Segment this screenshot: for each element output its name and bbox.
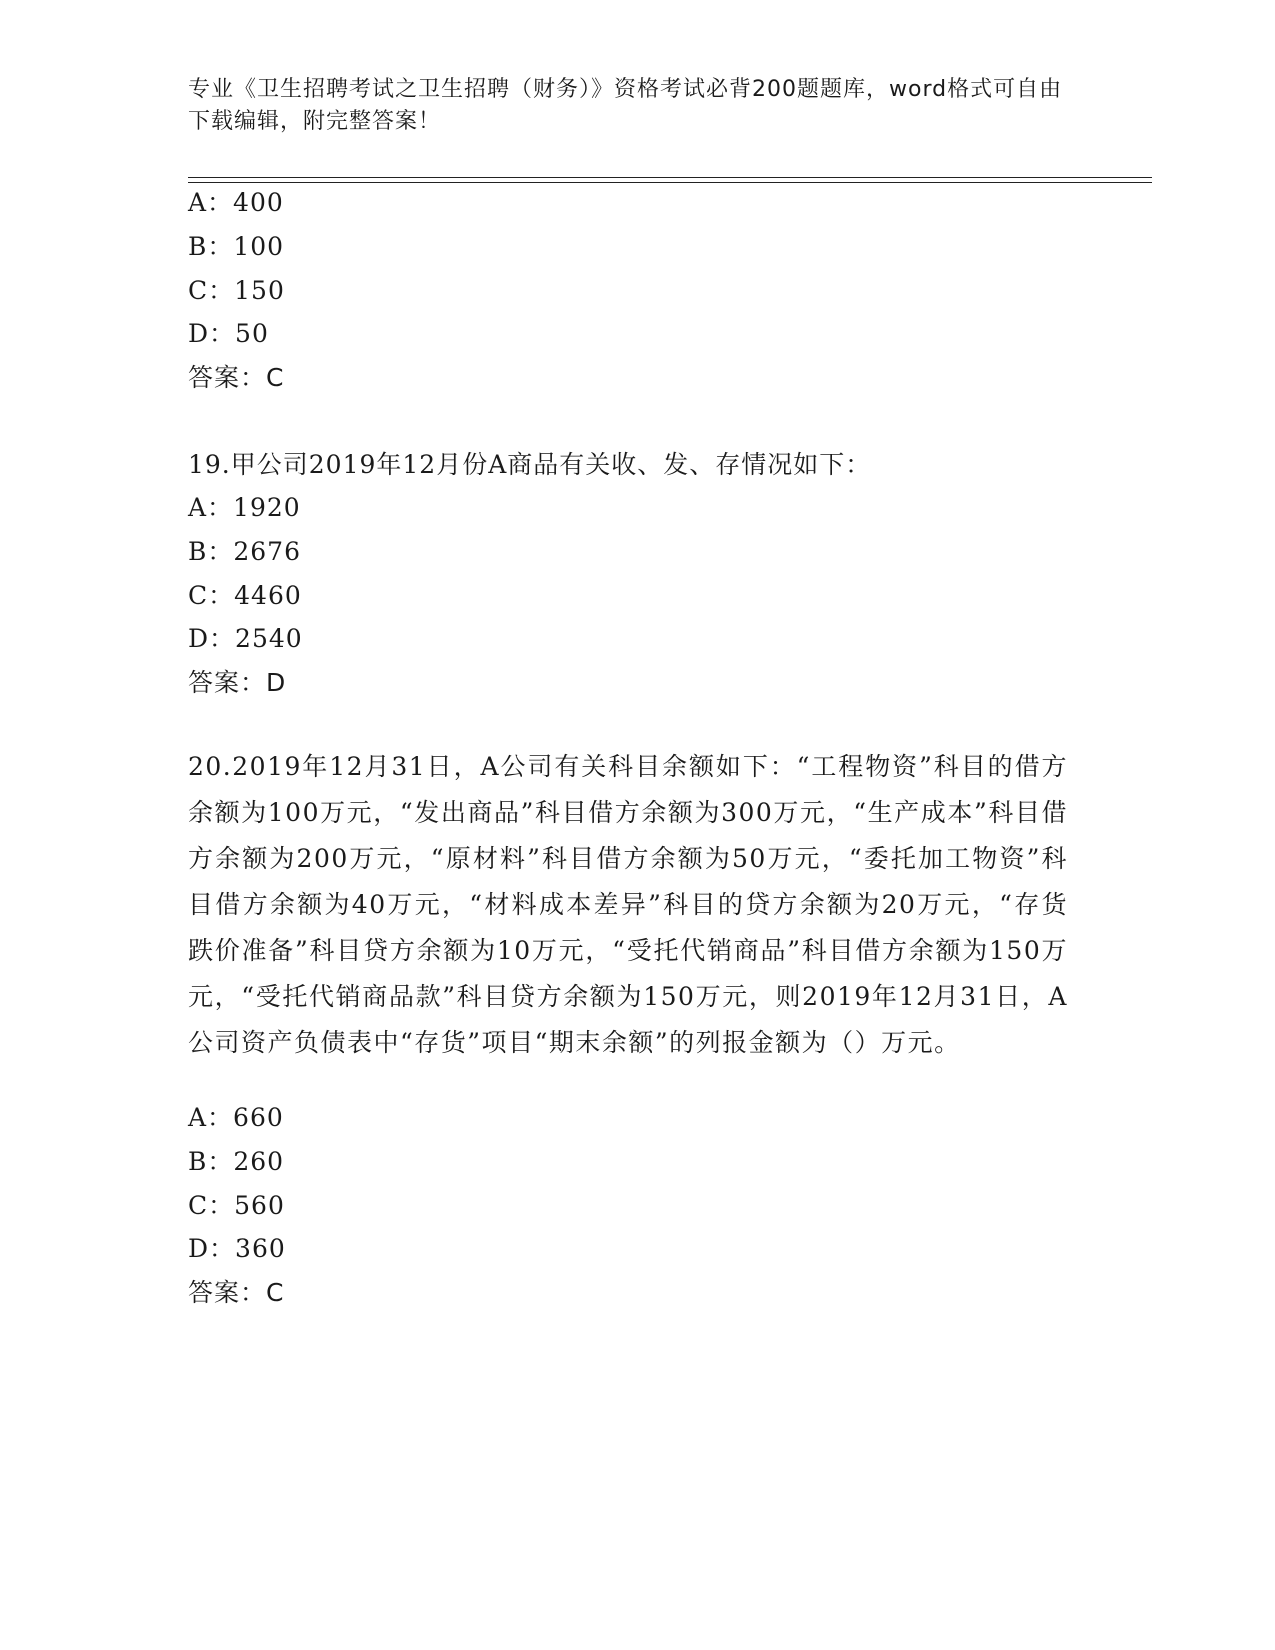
q19-question: 19.甲公司2019年12月份A商品有关收、发、存情况如下： — [188, 450, 872, 479]
document-header: 专业《卫生招聘考试之卫生招聘（财务）》资格考试必背200题题库，word格式可自由下载编辑，附完整答案！ — [188, 77, 1063, 134]
q20-option-c: C：560 — [188, 1191, 285, 1220]
q20-question: 20.2019年12月31日，A公司有关科目余额如下：“工程物资”科目的借方余额为100万元，“发出商品”科目借方余额为300万元，“生产成本”科目借方余额为200万元，“原材料”科目借方余额为50万元，“委托加工物资”科目借方余额为40万元，“材料成本差异”科目的贷方余额为20万元，“存货跌价准备”科目贷方余额为10万元，“受托代销商品”科目借方余额为150万元，“受托代销商品款”科目贷方余额为150万元，则2019年12月31日，A公司资产负债表中“存货”项目“期末余额”的列报金额为（）万元。 — [188, 752, 1068, 1057]
q18-option-b: B：100 — [188, 232, 285, 261]
header-divider-bottom — [188, 182, 1152, 183]
q19-option-b: B：2676 — [188, 537, 301, 566]
q19-option-a: A：1920 — [188, 493, 301, 522]
q19-option-c: C：4460 — [188, 581, 302, 610]
q18-answer: 答案：C — [188, 363, 285, 392]
q20-option-d: D：360 — [188, 1234, 286, 1263]
q18-option-c: C：150 — [188, 276, 285, 305]
q20-option-b: B：260 — [188, 1147, 285, 1176]
q19-answer: 答案：D — [188, 668, 287, 697]
q20-answer: 答案：C — [188, 1278, 285, 1307]
q19-option-d: D：2540 — [188, 624, 303, 653]
q18-option-d: D：50 — [188, 319, 269, 348]
q18-option-a: A：400 — [188, 188, 284, 217]
header-divider-top — [188, 177, 1152, 178]
q20-option-a: A：660 — [188, 1103, 284, 1132]
